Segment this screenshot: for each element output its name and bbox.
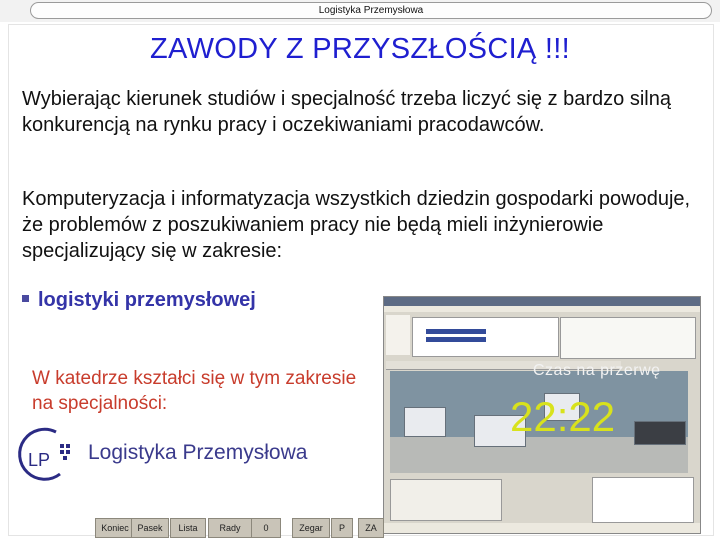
- nav-button-pasek[interactable]: Pasek: [131, 518, 169, 538]
- paragraph-1: Wybierając kierunek studiów i specjalność trzeba liczyć się z bardzo silną konkurencją na rynku pracy i oczekiwaniami pracodawców.: [22, 88, 671, 136]
- nav-button-za[interactable]: ZA: [358, 518, 384, 538]
- screenshot-table-left: [390, 479, 502, 521]
- logo-text: LP: [28, 450, 51, 470]
- screenshot-panel-left: [386, 315, 410, 355]
- screenshot-menu: [384, 306, 700, 312]
- window-title: Logistyka Przemysłowa: [30, 2, 712, 19]
- slide-heading: ZAWODY Z PRZYSZŁOŚCIĄ !!!: [150, 33, 570, 65]
- overlay-caption: Czas na przerwę: [533, 362, 661, 379]
- lp-logo: [16, 422, 76, 482]
- katedra-text: W katedrze kształci się w tym zakresie na specjalności:: [32, 368, 357, 414]
- title-bar: [0, 0, 720, 22]
- specialty-label: Logistyka Przemysłowa: [88, 441, 308, 464]
- paragraph-2: Komputeryzacja i informatyzacja wszystkich dziedzin gospodarki powoduje, że problemów z poszukiwaniem pracy nie będą mieli inżynierowie specjalizujący się w zakresie:: [22, 188, 691, 262]
- screenshot-titlebar: [384, 297, 700, 306]
- bullet-item: [22, 289, 256, 312]
- machine-block: [404, 407, 446, 437]
- nav-button-rady[interactable]: Rady: [208, 518, 252, 538]
- overlay-clock: 22:22: [510, 393, 616, 440]
- screenshot-panel-right: [560, 317, 696, 359]
- nav-button-koniec[interactable]: Koniec: [95, 518, 135, 538]
- nav-button-zero[interactable]: 0: [251, 518, 281, 538]
- conveyor-block: [634, 421, 686, 445]
- screenshot-taskbar: [384, 523, 700, 533]
- screenshot-bar: [426, 337, 486, 342]
- bullet-text: logistyki przemysłowej: [38, 289, 256, 311]
- nav-button-lista[interactable]: Lista: [170, 518, 206, 538]
- nav-button-p[interactable]: P: [331, 518, 353, 538]
- screenshot-table-right: [592, 477, 694, 523]
- bullet-square-icon: [22, 295, 29, 302]
- screenshot-bar: [426, 329, 486, 334]
- nav-button-zegar[interactable]: Zegar: [292, 518, 330, 538]
